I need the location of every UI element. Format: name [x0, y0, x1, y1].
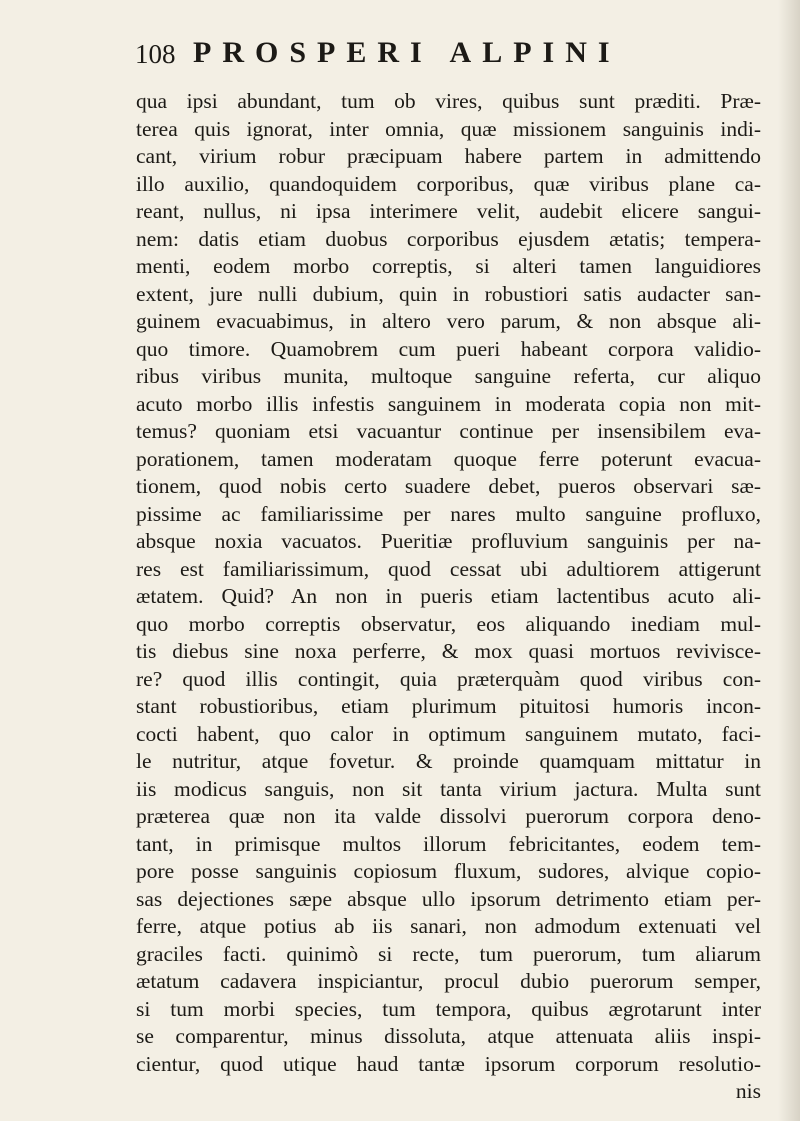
text-line: tis diebus sine noxa perferre, & mox quasi mortuos revivisce- — [136, 639, 761, 663]
text-line: quo timore. Quamobrem cum pueri habeant corpora validio- — [136, 336, 761, 361]
text-line: ribus viribus munita, multoque sanguine referta, cur aliquo — [136, 364, 761, 388]
text-line: porationem, tamen moderatam quoque ferre poterunt evacua- — [136, 446, 761, 471]
text-line: tionem, quod nobis certo suadere debet, pueros observari sæ- — [136, 474, 761, 498]
text-line: acuto morbo illis infestis sanguinem in moderata copia non mit- — [136, 391, 761, 416]
text-line: terea quis ignorat, inter omnia, quæ missionem sanguinis indi- — [136, 116, 761, 141]
text-line: nem: datis etiam duobus corporibus ejusdem ætatis; tempera- — [136, 226, 761, 251]
text-line: cocti habent, quo calor in optimum sanguinem mutato, faci- — [136, 721, 761, 746]
running-title: PROSPERI ALPINI — [193, 36, 621, 69]
text-line: quo morbo correptis observatur, eos aliquando inediam mul- — [136, 611, 761, 636]
page-header — [135, 36, 695, 76]
page-number: 108 — [135, 39, 176, 69]
text-line: temus? quoniam etsi vacuantur continue per insensibilem eva- — [136, 419, 761, 443]
text-line: illo auxilio, quandoquidem corporibus, quæ viribus plane ca- — [136, 171, 761, 196]
page-edge-shadow — [778, 0, 800, 1121]
text-line: tant, in primisque multos illorum febricitantes, eodem tem- — [136, 831, 761, 856]
body-text — [136, 88, 761, 1106]
text-line: res est familiarissimum, quod cessat ubi adultiorem attigerunt — [136, 556, 761, 581]
text-line: nis — [735, 1079, 761, 1103]
text-line: cientur, quod utique haud tantæ ipsorum corporum resolutio- — [136, 1051, 761, 1076]
text-line: le nutritur, atque fovetur. & proinde quamquam mittatur in — [136, 749, 761, 773]
text-line: absque noxia vacuatos. Pueritiæ profluvium sanguinis per na- — [136, 529, 761, 553]
text-line: menti, eodem morbo correptis, si alteri tamen languidiores — [136, 254, 761, 278]
text-line: cant, virium robur præcipuam habere partem in admittendo — [136, 144, 761, 168]
text-line: stant robustioribus, etiam plurimum pituitosi humoris incon- — [136, 694, 761, 718]
text-line: ætatem. Quid? An non in pueris etiam lactentibus acuto ali- — [136, 584, 761, 608]
text-line: graciles facti. quinimò si recte, tum puerorum, tum aliarum — [136, 941, 761, 966]
text-line: ætatum cadavera inspiciantur, procul dubio puerorum semper, — [136, 969, 761, 993]
text-line: extent, jure nulli dubium, quin in robustiori satis audacter san- — [136, 281, 761, 306]
text-line: reant, nullus, ni ipsa interimere velit, audebit elicere sangui- — [136, 199, 761, 223]
text-line: re? quod illis contingit, quia præterquàm quod viribus con- — [136, 666, 761, 691]
text-line: pore posse sanguinis copiosum fluxum, sudores, alvique copio- — [136, 859, 761, 883]
text-line: se comparentur, minus dissoluta, atque attenuata aliis inspi- — [136, 1024, 761, 1048]
text-line: sas dejectiones sæpe absque ullo ipsorum detrimento etiam per- — [136, 886, 761, 911]
text-line: pissime ac familiarissime per nares multo sanguine profluxo, — [136, 501, 761, 526]
text-line: guinem evacuabimus, in altero vero parum, & non absque ali- — [136, 309, 761, 333]
text-line: præterea quæ non ita valde dissolvi puerorum corpora deno- — [136, 804, 761, 828]
text-line: si tum morbi species, tum tempora, quibus ægrotarunt inter — [136, 996, 761, 1021]
text-line: qua ipsi abundant, tum ob vires, quibus sunt præditi. Præ- — [136, 89, 761, 113]
text-line: iis modicus sanguis, non sit tanta virium jactura. Multa sunt — [136, 776, 761, 801]
text-line: ferre, atque potius ab iis sanari, non admodum extenuati vel — [136, 914, 761, 938]
